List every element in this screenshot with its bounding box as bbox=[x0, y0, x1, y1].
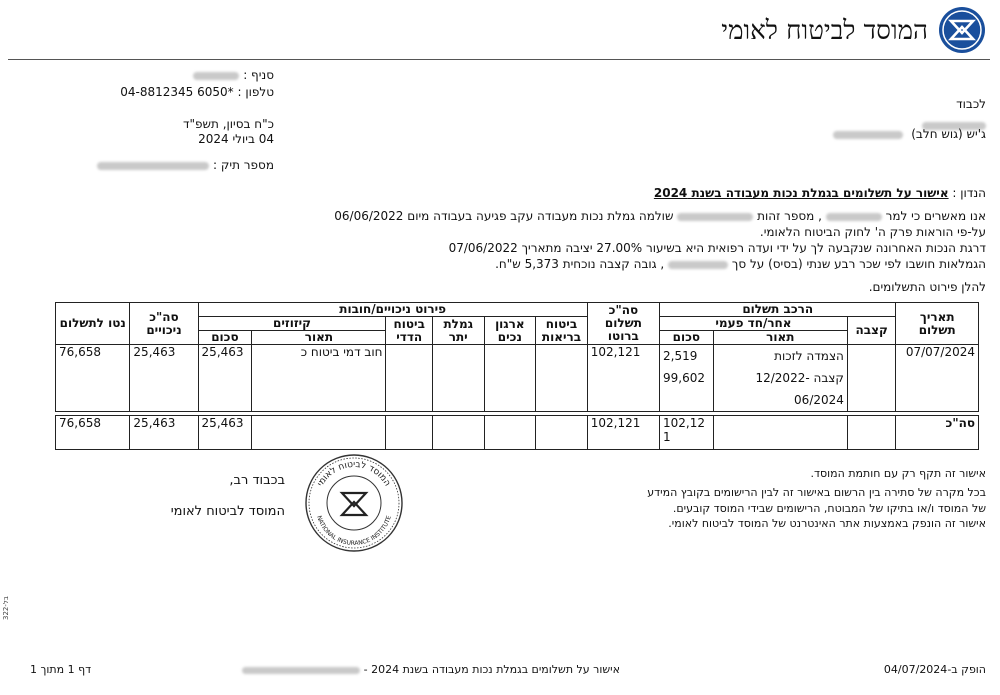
th-amount: סכום bbox=[660, 331, 714, 345]
recipient-address-line bbox=[833, 127, 986, 141]
subject-label: הנדון : bbox=[952, 186, 986, 200]
total-row bbox=[56, 416, 979, 450]
subject-text: אישור על תשלומים בגמלת נכות מעבודה בשנת 2024 bbox=[653, 186, 949, 200]
cell-org bbox=[484, 345, 536, 412]
body-line-1-b: , מספר זהות bbox=[757, 209, 822, 223]
phone-label: טלפון : bbox=[237, 85, 274, 99]
th-mutual: ביטוח הדדי bbox=[386, 317, 432, 345]
svg-text:המוסד לביטוח לאומי: המוסד לביטוח לאומי bbox=[315, 459, 393, 489]
branch-label: סניף : bbox=[243, 68, 274, 82]
phone-line bbox=[120, 85, 274, 99]
footer-page-number: דף 1 מתוך 1 bbox=[30, 663, 92, 676]
body-line-1-a: אנו מאשרים כי למר bbox=[885, 209, 986, 223]
cell-amount bbox=[660, 345, 714, 412]
body-line-1 bbox=[334, 209, 986, 223]
body-line-4-b: , גובה קצבה נוכחית 5,373 ש"ח. bbox=[495, 257, 665, 271]
th-desc: תאור bbox=[713, 331, 847, 345]
cell-offset-desc: חוב דמי ביטוח כ bbox=[252, 345, 386, 412]
cell-pension bbox=[847, 345, 896, 412]
body-line-4 bbox=[495, 257, 986, 271]
footer-doc-title bbox=[242, 663, 620, 676]
header-divider bbox=[8, 59, 990, 60]
recipient-to: לכבוד bbox=[956, 97, 986, 111]
redacted-footer-name bbox=[242, 667, 360, 674]
table-row bbox=[56, 345, 979, 412]
cell-offset-amount: 25,463 bbox=[198, 345, 252, 412]
th-total-deductions: סה"כ ניכויים bbox=[130, 303, 198, 345]
cell-date: 07/07/2024 bbox=[896, 345, 979, 412]
file-number-line bbox=[97, 158, 274, 172]
cell-amount-1: 2,519 bbox=[663, 349, 698, 363]
th-offset-amount: סכום bbox=[198, 331, 252, 345]
total-label: סה"כ bbox=[896, 416, 979, 450]
subject-line bbox=[654, 186, 986, 200]
cell-gross: 102,121 bbox=[587, 345, 659, 412]
th-pension: קצבה bbox=[847, 317, 896, 345]
body-line-3: דרגת הנכות האחרונה שנקבעה לך על ידי ועדה רפואית היא בשיעור 27.00% יציבה מתאריך 07/06/2022 bbox=[448, 241, 986, 255]
official-stamp-icon bbox=[304, 453, 404, 553]
body-line-5: להלן פירוט התשלומים. bbox=[868, 280, 986, 294]
svg-text:NATIONAL INSURANCE INSTITUTE: NATIONAL INSURANCE INSTITUTE bbox=[315, 514, 393, 548]
recipient-address: ג'יש (גוש חלב) bbox=[911, 127, 986, 141]
cell-amount-2: 99,602 bbox=[663, 371, 706, 385]
th-excess: גמלת יתר bbox=[432, 317, 484, 345]
phone-value: *6050 04-8812345 bbox=[120, 85, 234, 99]
branch-line bbox=[193, 68, 274, 82]
total-amount-b: 1 bbox=[663, 430, 671, 444]
cell-net: 76,658 bbox=[56, 345, 130, 412]
footer-side-code: בל-322 bbox=[2, 596, 10, 620]
body-line-4-a: הגמלאות חושבו לפי שכר רבע שנתי (בסיס) על סך bbox=[731, 257, 986, 271]
total-offset-amount: 25,463 bbox=[198, 416, 252, 450]
th-one-time: אחר/חד פעמי bbox=[660, 317, 848, 331]
total-excess bbox=[432, 416, 484, 450]
th-gross-total: סה"כ תשלום ברוטו bbox=[587, 303, 659, 345]
total-amount-a: 102,12 bbox=[663, 416, 706, 430]
total-gross: 102,121 bbox=[587, 416, 659, 450]
total-desc bbox=[713, 416, 847, 450]
cell-health bbox=[536, 345, 588, 412]
file-number-label: מספר תיק : bbox=[213, 158, 274, 172]
note-3: של המוסד ו/או בתיקו של המבוטח, הרישומים שבידי המוסד קובעים. bbox=[672, 502, 986, 515]
note-4: אישור זה הונפק באמצעות אתר האינטרנט של המוסד לביטוח לאומי. bbox=[668, 517, 986, 530]
page-title: המוסד לביטוח לאומי bbox=[721, 16, 928, 46]
note-2: בכל מקרה של סתירה בין הרשום באישור זה לבין הרישומים בקובץ המידע bbox=[647, 486, 986, 499]
th-pay-date: תאריך תשלום bbox=[896, 303, 979, 345]
th-health: ביטוח בריאות bbox=[536, 317, 588, 345]
total-health bbox=[536, 416, 588, 450]
total-total-deductions: 25,463 bbox=[130, 416, 198, 450]
total-mutual bbox=[386, 416, 432, 450]
cell-desc-1: הצמדה לזכות bbox=[774, 349, 844, 363]
signature-org: המוסד לביטוח לאומי bbox=[170, 504, 285, 519]
th-net: נטו לתשלום bbox=[56, 303, 130, 345]
th-offset-desc: תאור bbox=[252, 331, 386, 345]
hebrew-date: כ"ח בסיון, תשפ"ד bbox=[182, 117, 274, 131]
cell-desc-2: קצבה 12/2022-06/2024 bbox=[755, 371, 844, 407]
redacted-id bbox=[677, 213, 753, 221]
signature-regards: בכבוד רב, bbox=[229, 473, 285, 488]
th-deductions: פירוט ניכויים/חובות bbox=[198, 303, 587, 317]
gregorian-date: 04 ביולי 2024 bbox=[198, 132, 274, 146]
redacted-name bbox=[826, 213, 882, 221]
payments-table bbox=[55, 302, 979, 450]
footer-issued: הופק ב-04/07/2024 bbox=[883, 663, 986, 676]
note-1: אישור זה תקף רק עם חותמת המוסד. bbox=[810, 467, 986, 480]
total-net: 76,658 bbox=[56, 416, 130, 450]
cell-desc bbox=[713, 345, 847, 412]
redacted-salary bbox=[668, 261, 728, 269]
body-line-2: על-פי הוראות פרק ה' לחוק הביטוח הלאומי. bbox=[759, 225, 986, 239]
footer-doc-title-text: אישור על תשלומים בגמלת נכות מעבודה בשנת 2024 - bbox=[363, 663, 620, 676]
total-pension bbox=[847, 416, 896, 450]
th-org: ארגון נכים bbox=[484, 317, 536, 345]
redacted-file-number bbox=[97, 162, 209, 170]
th-offsets: קיזוזים bbox=[198, 317, 386, 331]
total-org bbox=[484, 416, 536, 450]
body-line-1-c: שולמה גמלת נכות מעבודה עקב פגיעה בעבודה מיום 06/06/2022 bbox=[334, 209, 674, 223]
nii-logo-icon bbox=[938, 6, 986, 54]
redacted-street bbox=[833, 131, 903, 139]
total-offset-desc bbox=[252, 416, 386, 450]
redacted-branch bbox=[193, 72, 239, 80]
cell-excess bbox=[432, 345, 484, 412]
cell-mutual bbox=[386, 345, 432, 412]
cell-total-deductions: 25,463 bbox=[130, 345, 198, 412]
total-amount bbox=[660, 416, 714, 450]
th-composition: הרכב תשלום bbox=[660, 303, 896, 317]
